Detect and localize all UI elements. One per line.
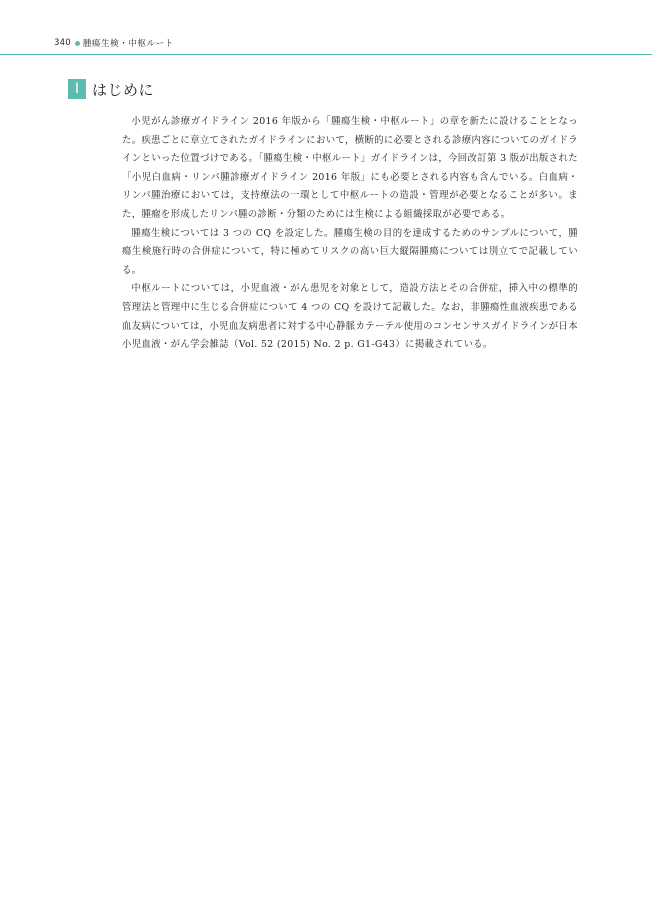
running-title: 腫瘍生検・中枢ルート — [82, 39, 174, 49]
body-text — [122, 113, 578, 355]
paragraph: 腫瘍生検については 3 つの CQ を設定した。腫瘍生検の目的を達成するためのサンプルについて，腫瘍生検施行時の合併症について，特に極めてリスクの高い巨大縦隔腫瘍については別立てで記載している。 — [122, 227, 578, 276]
running-header — [54, 36, 174, 50]
paragraph: 小児がん診療ガイドライン 2016 年版から「腫瘍生検・中枢ルート」の章を新たに設けることとなった。疾患ごとに章立てされたガイドラインにおいて，横断的に必要とされる診療内容についてのガイドラインといった位置づけである。「腫瘍生検・中枢ルート」ガイドラインは，今回改訂第 3 版が出版された「小児白血病・リンパ腫診療ガイドライン 2016 年版」にも必要とされる内容も含んでいる。白血病・リンパ腫治療においては，支持療法の一環として中枢ルートの造設・管理が必要となることが多い。また，腫瘤を形成したリンパ腫の診断・分類のためには生検による組織採取が必要である。 — [122, 116, 578, 220]
bullet-dot-icon — [75, 41, 80, 46]
paragraph: 中枢ルートについては，小児血液・がん患児を対象として，造設方法とその合併症，挿入中の標準的管理法と管理中に生じる合併症について 4 つの CQ を設けて記載した。なお，非腫瘍性血液疾患である血友病については，小児血友病患者に対する中心静脈カテーテル使用のコンセンサスガイドラインが日本小児血液・がん学会雑誌（Vol. 52 (2015) No. 2 p. G1-G43）に掲載されている。 — [122, 283, 578, 351]
section-heading — [68, 79, 154, 99]
section-title: はじめに — [92, 80, 155, 99]
header-divider — [0, 54, 652, 55]
page-number: 340 — [54, 38, 71, 48]
section-number-badge: I — [68, 79, 86, 99]
